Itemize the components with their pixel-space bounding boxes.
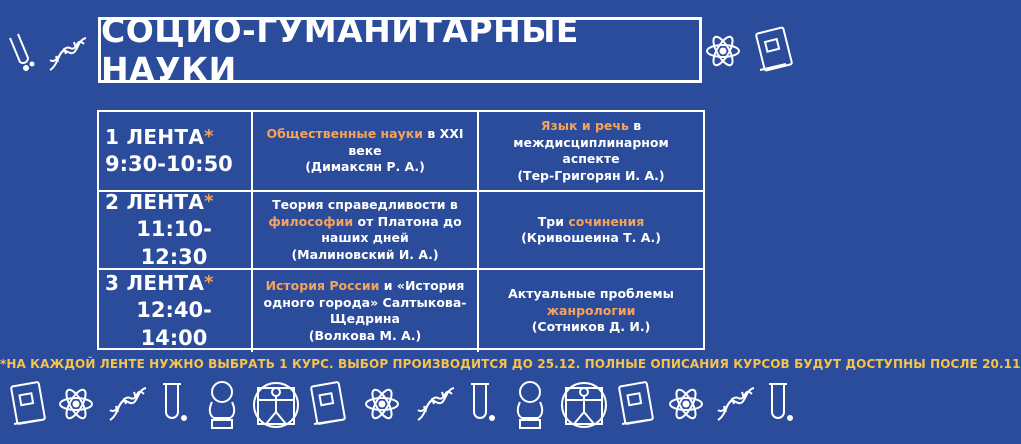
title-box xyxy=(98,11,702,89)
vitruvian-man-icon xyxy=(252,380,300,430)
course-highlight: сочинения xyxy=(568,213,645,229)
course-cell xyxy=(253,112,479,192)
course-text xyxy=(261,126,469,176)
test-tube-icon xyxy=(6,34,36,74)
course-text xyxy=(261,197,469,263)
dna-icon xyxy=(48,36,88,72)
page-title: СОЦИО-ГУМАНИТАРНЫЕ НАУКИ xyxy=(101,11,579,89)
dna-icon xyxy=(716,386,756,422)
course-cell xyxy=(479,192,703,270)
course-text-part: (Малиновский И. А.) xyxy=(291,246,439,262)
lenta-time: 12:40-14:00 xyxy=(136,298,212,350)
course-text-part: и «История одного города» Салтыкова-Щедрина xyxy=(263,278,467,326)
footnote: *НА КАЖДОЙ ЛЕНТЕ НУЖНО ВЫБРАТЬ 1 КУРС. ВЫБОР ПРОИЗВОДИТСЯ ДО 25.12. ПОЛНЫЕ ОПИСАНИЯ КУРСОВ БУДУТ ДОСТУПНЫ ПОСЛЕ 20.11 xyxy=(0,357,1021,371)
schedule-table xyxy=(97,110,705,350)
course-highlight: жанрологии xyxy=(546,302,636,318)
atom-icon xyxy=(668,386,704,422)
course-highlight: философии xyxy=(268,213,354,229)
dna-icon xyxy=(416,386,456,422)
lenta-time: 9:30-10:50 xyxy=(105,152,233,176)
course-cell xyxy=(479,270,703,352)
asterisk: * xyxy=(204,272,214,293)
bust-icon xyxy=(512,378,548,430)
lenta-label: 1 ЛЕНТА xyxy=(105,125,205,149)
dna-icon xyxy=(108,386,148,422)
asterisk: * xyxy=(204,126,214,147)
course-cell xyxy=(479,112,703,192)
test-tube-icon xyxy=(160,382,190,424)
course-text-part: Актуальные проблемы xyxy=(508,286,674,302)
course-text-part: (Кривошеина Т. А.) xyxy=(521,230,661,245)
course-text-part: (Тер-Григорян И. А.) xyxy=(517,167,665,183)
course-cell xyxy=(253,192,479,270)
lenta-cell-1 xyxy=(99,112,253,192)
test-tube-icon xyxy=(766,382,796,424)
book-icon xyxy=(754,26,794,76)
course-highlight: Язык и речь xyxy=(540,118,629,133)
course-text-part: Теория справедливости в xyxy=(272,197,458,212)
lenta-label: 3 ЛЕНТА xyxy=(105,271,205,295)
lenta-label: 2 ЛЕНТА xyxy=(105,190,205,214)
course-cell xyxy=(253,270,479,352)
course-text-part: (Волкова М. А.) xyxy=(308,327,422,343)
atom-icon xyxy=(58,386,94,422)
course-text-part: от Платона до наших дней xyxy=(321,213,462,245)
course-text-part: в XXI веке xyxy=(348,126,464,158)
course-highlight: Общественные науки xyxy=(266,126,423,142)
lenta-cell-2 xyxy=(99,192,253,270)
atom-icon xyxy=(364,386,400,422)
course-text xyxy=(521,214,661,247)
course-highlight: История России xyxy=(265,278,380,293)
book-icon xyxy=(8,378,48,430)
vitruvian-man-icon xyxy=(560,380,608,430)
course-text-part: (Димаксян Р. А.) xyxy=(305,159,425,175)
bust-icon xyxy=(204,378,240,430)
test-tube-icon xyxy=(468,382,498,424)
book-icon xyxy=(616,378,656,430)
asterisk: * xyxy=(204,191,214,212)
course-text xyxy=(261,278,469,344)
lenta-time: 11:10-12:30 xyxy=(136,217,212,269)
course-text-part: в междисциплинарном аспекте xyxy=(513,118,669,166)
book-icon xyxy=(308,378,348,430)
course-text-part: (Сотников Д. И.) xyxy=(531,319,651,335)
lenta-cell-3 xyxy=(99,270,253,352)
course-text xyxy=(487,118,695,184)
course-text xyxy=(487,286,695,336)
atom-icon xyxy=(705,33,741,69)
course-text-part: Три xyxy=(537,213,569,229)
